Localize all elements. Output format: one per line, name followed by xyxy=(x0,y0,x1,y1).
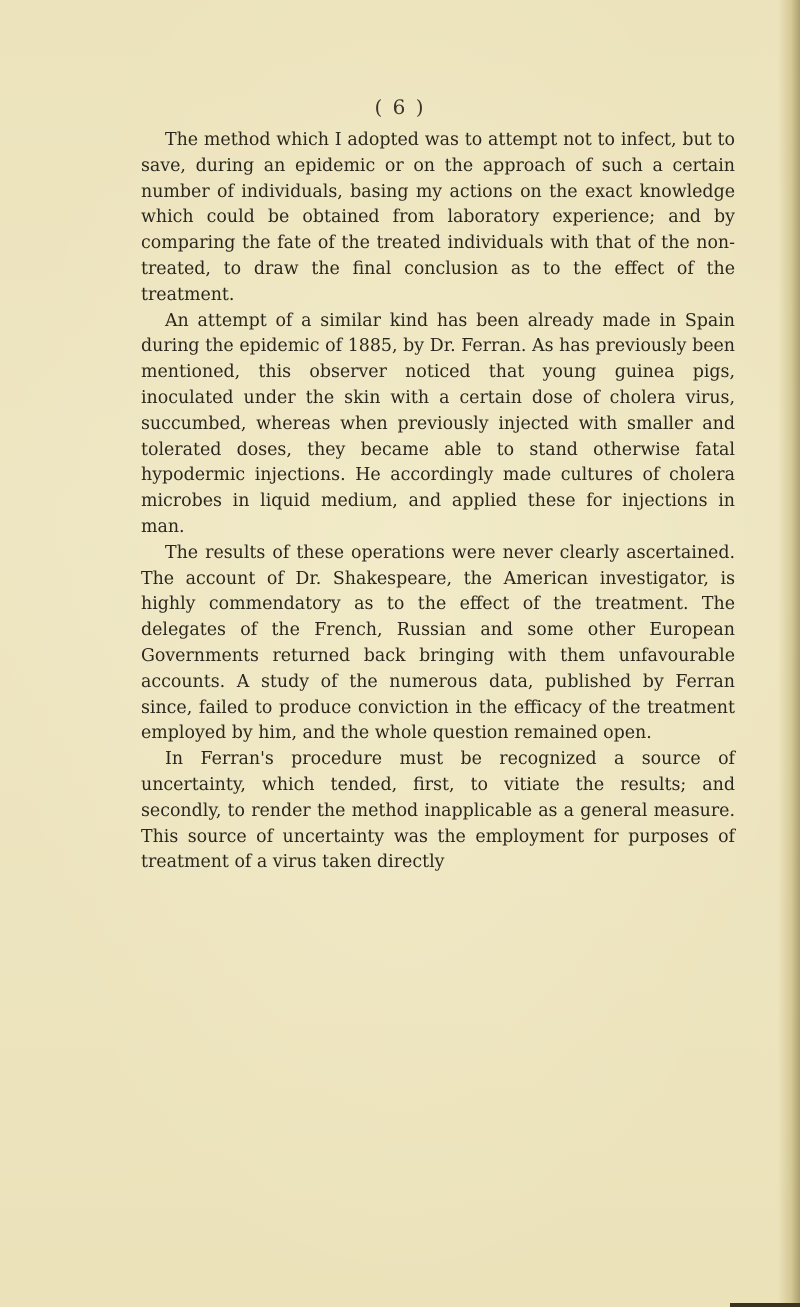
body-text xyxy=(141,128,735,876)
paragraph: The results of these operations were never clearly ascertained. The account of Dr. Shakespeare, the American investigator, is highly commendatory as to the effect of the treatment. The delegates of the French, Russian and some other European Governments returned back bringing with them unfavourable accounts. A study of the numerous data, published by Ferran since, failed to produce conviction in the efficacy of the treatment employed by him, and the whole question remained open. xyxy=(141,542,735,744)
paragraph: In Ferran's procedure must be recognized a source of uncertainty, which tended, first, to vitiate the results; and secondly, to render the method inapplicable as a general measure. This source of uncertainty was the employment for purposes of treatment of a virus taken directly xyxy=(141,749,735,873)
page-edge-mark xyxy=(730,1303,800,1307)
paragraph: An attempt of a similar kind has been already made in Spain during the epidemic of 1885, by Dr. Ferran. As has previously been mentioned, this observer noticed that young guinea pigs, inoculated under the skin with a certain dose of cholera virus, succumbed, whereas when previously injected with smaller and tolerated doses, they became able to stand otherwise fatal hypodermic injections. He accordingly made cultures of cholera microbes in liquid medium, and applied these for injections in man. xyxy=(141,310,735,537)
page-edge-shadow xyxy=(778,0,800,1307)
paragraph: The method which I adopted was to attempt not to infect, but to save, during an epidemic or on the approach of such a certain number of individuals, basing my actions on the exact knowledge which could be obtained from laboratory experience; and by comparing the fate of the treated individuals with that of the non-treated, to draw the final conclusion as to the effect of the treatment. xyxy=(141,130,735,305)
page-number: ( 6 ) xyxy=(374,95,426,119)
